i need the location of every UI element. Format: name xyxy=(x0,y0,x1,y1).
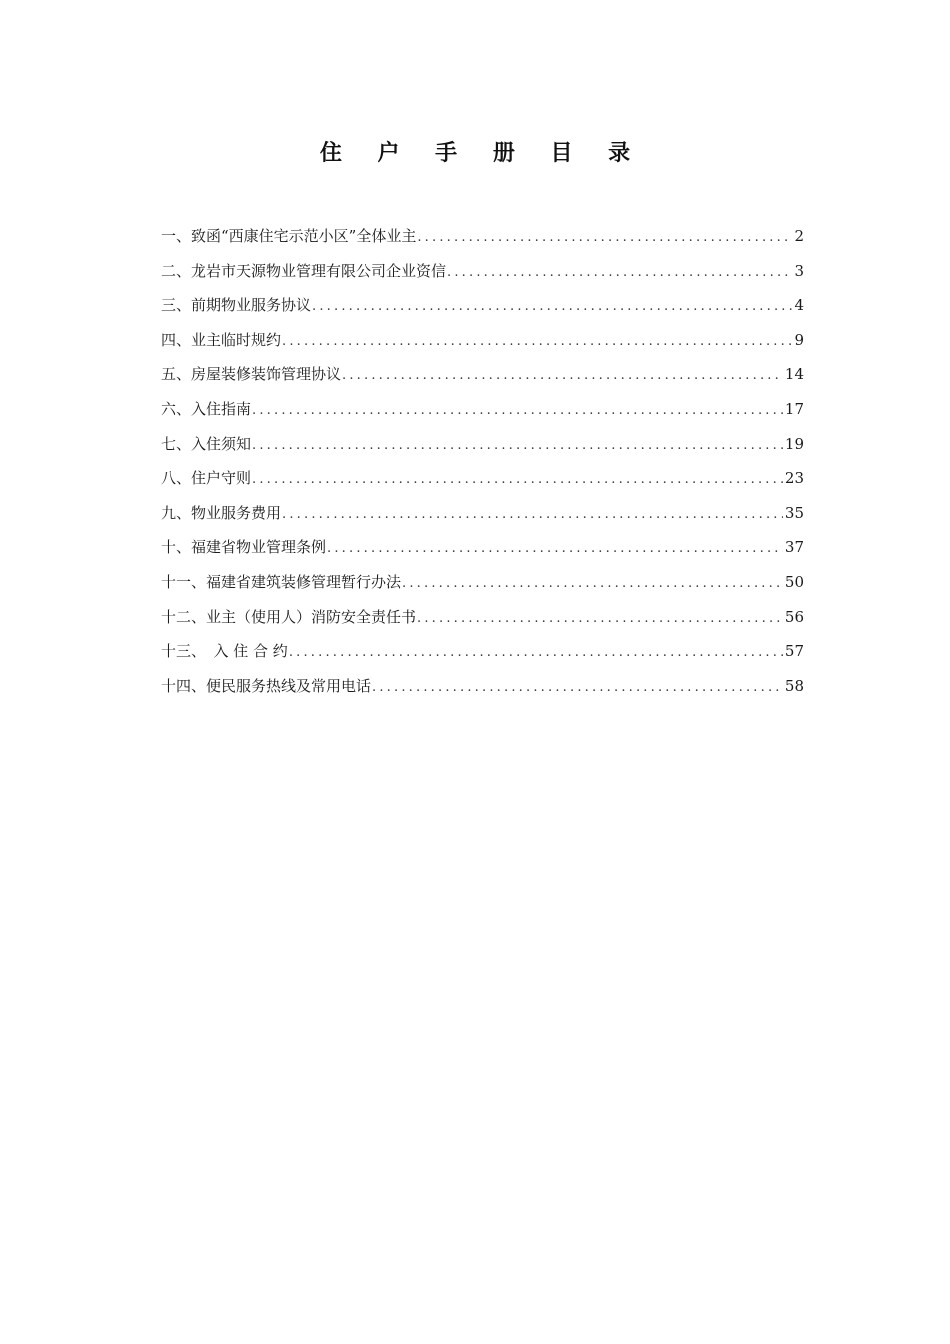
toc-entry[interactable] xyxy=(161,637,804,672)
toc-entry[interactable] xyxy=(161,430,804,465)
toc-entry-label: 十三、 入 住 合 约 xyxy=(161,642,288,661)
toc-entry-page: 35 xyxy=(784,503,804,522)
toc-dot-leader xyxy=(252,466,783,494)
toc-dot-leader xyxy=(282,328,792,356)
toc-entry-label: 七、入住须知 xyxy=(161,434,252,453)
toc-dot-leader xyxy=(327,535,783,563)
toc-dot-leader xyxy=(289,639,783,667)
toc-entry[interactable] xyxy=(161,257,804,292)
toc-dot-leader xyxy=(282,501,783,529)
toc-entry-page: 37 xyxy=(784,538,804,557)
toc-dot-leader xyxy=(402,570,783,598)
toc-entry-label: 十四、便民服务热线及常用电话 xyxy=(161,676,372,695)
toc-entry-label: 八、住户守则 xyxy=(161,469,252,488)
toc-entry-page: 58 xyxy=(784,676,804,695)
toc-entry-label: 四、业主临时规约 xyxy=(161,330,282,349)
toc-entry-page: 57 xyxy=(784,642,804,661)
toc-entry-label: 十一、福建省建筑装修管理暂行办法 xyxy=(161,572,402,591)
toc-dot-leader xyxy=(252,397,783,425)
toc-dot-leader xyxy=(342,362,783,390)
toc-entry-label: 一、致函“西康住宅示范小区”全体业主 xyxy=(161,227,417,245)
toc-entry[interactable] xyxy=(161,533,804,568)
toc-entry-label: 三、前期物业服务协议 xyxy=(161,296,312,315)
toc-dot-leader xyxy=(417,224,792,252)
toc-entry-page: 17 xyxy=(784,399,804,418)
toc-entry-label: 五、房屋装修装饰管理协议 xyxy=(161,365,342,384)
page-title: 住 户 手 册 目 录 xyxy=(319,141,645,166)
toc-entry-label: 十二、业主（使用人）消防安全责任书 xyxy=(161,607,417,626)
toc-entry[interactable] xyxy=(161,222,804,257)
toc-entry[interactable] xyxy=(161,464,804,499)
toc-entry-page: 50 xyxy=(784,572,804,591)
toc-entry-page: 4 xyxy=(794,296,804,315)
toc-entry-page: 23 xyxy=(784,469,804,488)
toc-entry-label: 二、龙岩市天源物业管理有限公司企业资信 xyxy=(161,261,447,280)
toc-entry-page: 3 xyxy=(794,261,804,280)
toc-entry-label: 十、福建省物业管理条例 xyxy=(161,538,327,557)
toc-entry[interactable] xyxy=(161,672,804,707)
toc-dot-leader xyxy=(372,674,783,702)
toc-entry[interactable] xyxy=(161,326,804,361)
toc-entry[interactable] xyxy=(161,568,804,603)
toc-entry-page: 56 xyxy=(784,607,804,626)
toc-entry-page: 19 xyxy=(784,434,804,453)
table-of-contents xyxy=(161,222,804,706)
toc-entry-label: 六、入住指南 xyxy=(161,399,252,418)
toc-entry[interactable] xyxy=(161,603,804,638)
toc-entry[interactable] xyxy=(161,395,804,430)
toc-entry-label: 九、物业服务费用 xyxy=(161,503,282,522)
toc-entry[interactable] xyxy=(161,360,804,395)
toc-dot-leader xyxy=(417,605,783,633)
toc-entry-page: 2 xyxy=(794,227,804,245)
toc-entry[interactable] xyxy=(161,291,804,326)
toc-entry-page: 9 xyxy=(794,330,804,349)
toc-entry[interactable] xyxy=(161,499,804,534)
toc-dot-leader xyxy=(312,293,792,321)
toc-dot-leader xyxy=(252,432,783,460)
toc-dot-leader xyxy=(447,259,792,287)
toc-entry-page: 14 xyxy=(784,365,804,384)
